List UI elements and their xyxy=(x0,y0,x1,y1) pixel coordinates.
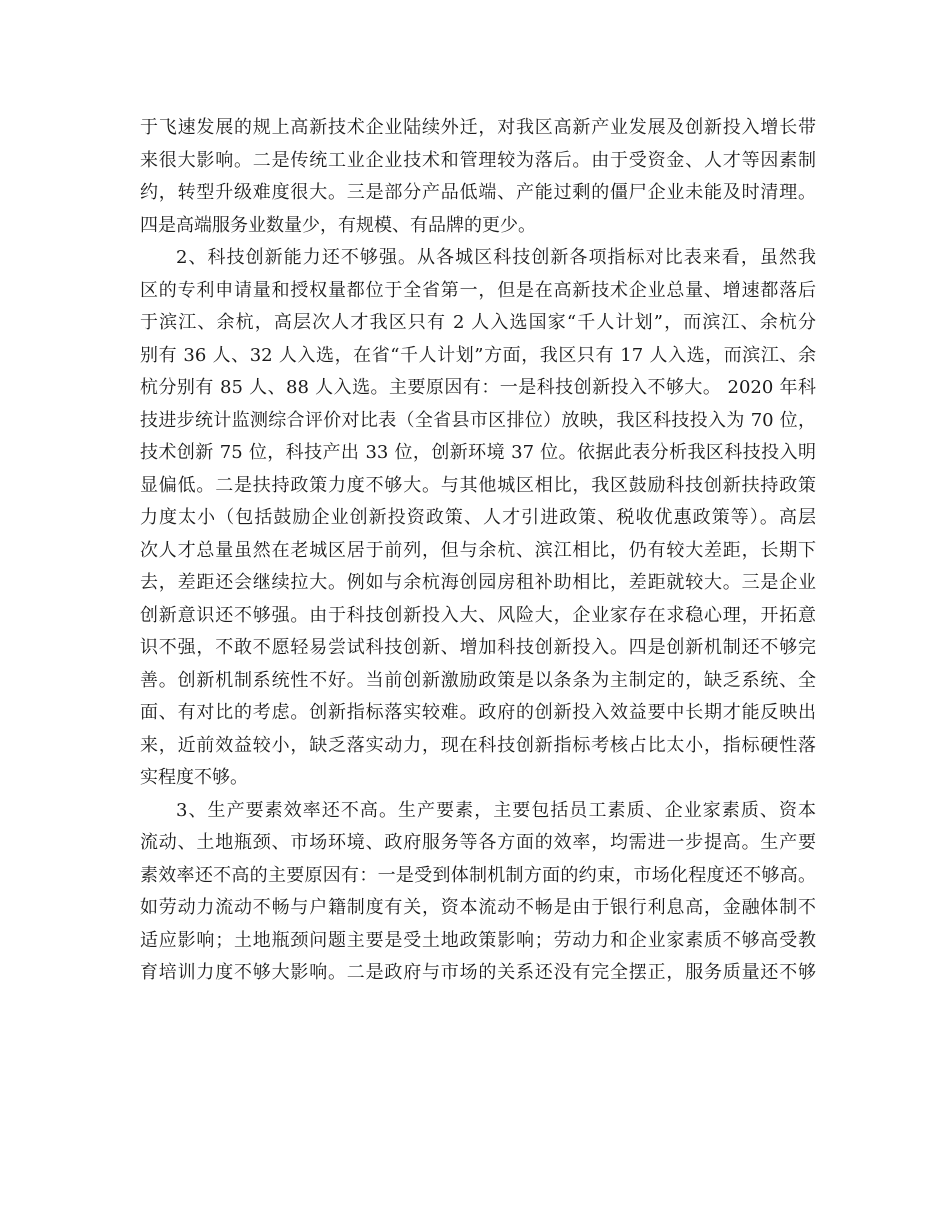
text-line: 来很大影响。二是传统工业企业技术和管理较为落后。由于受资金、人才等因素制 xyxy=(140,149,816,171)
text-line: 于飞速发展的规上高新技术企业陆续外迁，对我区高新产业发展及创新投入增长带 xyxy=(140,117,816,138)
text-line: 力度太小（包括鼓励企业创新投资政策、人才引进政策、税收优惠政策等）。高层 xyxy=(140,507,816,528)
text-line: 流动、土地瓶颈、市场环境、政府服务等各方面的效率，均需进一步提高。生产要 xyxy=(140,832,816,853)
text-line: 显偏低。二是扶持政策力度不够大。与其他城区相比，我区鼓励科技创新扶持政策 xyxy=(140,474,816,496)
text-line: 次人才总量虽然在老城区居于前列，但与余杭、滨江相比，仍有较大差距，长期下 xyxy=(140,539,816,561)
text-line: 面、有对比的考虑。创新指标落实较难。政府的创新投入效益要中长期才能反映出 xyxy=(140,702,816,723)
paragraph-start-line: 2、科技创新能力还不够强。从各城区科技创新各项指标对比表来看，虽然我 xyxy=(176,247,816,268)
text-line: 识不强，不敢不愿轻易尝试科技创新、增加科技创新投入。四是创新机制还不够完 xyxy=(140,637,816,658)
text-line: 来，近前效益较小，缺乏落实动力，现在科技创新指标考核占比太小，指标硬性落 xyxy=(140,734,816,756)
text-line: 去，差距还会继续拉大。例如与余杭海创园房租补助相比，差距就较大。三是企业 xyxy=(140,572,816,593)
text-line: 四是高端服务业数量少，有规模、有品牌的更少。 xyxy=(140,214,536,236)
text-line: 杭分别有 85 人、88 人入选。主要原因有：一是科技创新投入不够大。 2020 年科 xyxy=(140,377,816,398)
text-line: 于滨江、余杭，高层次人才我区只有 2 人入选国家“千人计划”，而滨江、余杭分 xyxy=(140,312,816,333)
text-line: 别有 36 人、32 人入选，在省“千人计划”方面，我区只有 17 人入选，而滨江、余 xyxy=(140,344,816,366)
text-line: 技进步统计监测综合评价对比表（全省县市区排位）放映，我区科技投入为 70 位， xyxy=(140,409,816,431)
text-line: 创新意识还不够强。由于科技创新投入大、风险大，企业家存在求稳心理，开拓意 xyxy=(140,604,816,626)
text-line: 适应影响；土地瓶颈问题主要是受土地政策影响；劳动力和企业家素质不够高受教 xyxy=(140,929,816,951)
text-line: 育培训力度不够大影响。二是政府与市场的关系还没有完全摆正，服务质量还不够 xyxy=(140,962,816,983)
paragraph-start-line: 3、生产要素效率还不高。生产要素，主要包括员工素质、企业家素质、资本 xyxy=(176,799,816,821)
text-line: 素效率还不高的主要原因有：一是受到体制机制方面的约束，市场化程度还不够高。 xyxy=(140,864,816,886)
text-line: 善。创新机制系统性不好。当前创新激励政策是以条条为主制定的，缺乏系统、全 xyxy=(140,669,816,691)
text-line: 区的专利申请量和授权量都位于全省第一，但是在高新技术企业总量、增速都落后 xyxy=(140,279,816,301)
text-line: 实程度不够。 xyxy=(140,767,248,788)
text-line: 约，转型升级难度很大。三是部分产品低端、产能过剩的僵尸企业未能及时清理。 xyxy=(140,182,816,203)
body-text xyxy=(140,112,816,990)
text-line: 如劳动力流动不畅与户籍制度有关，资本流动不畅是由于银行利息高，金融体制不 xyxy=(140,897,816,918)
text-line: 技术创新 75 位，科技产出 33 位，创新环境 37 位。依据此表分析我区科技投入明 xyxy=(140,442,816,463)
